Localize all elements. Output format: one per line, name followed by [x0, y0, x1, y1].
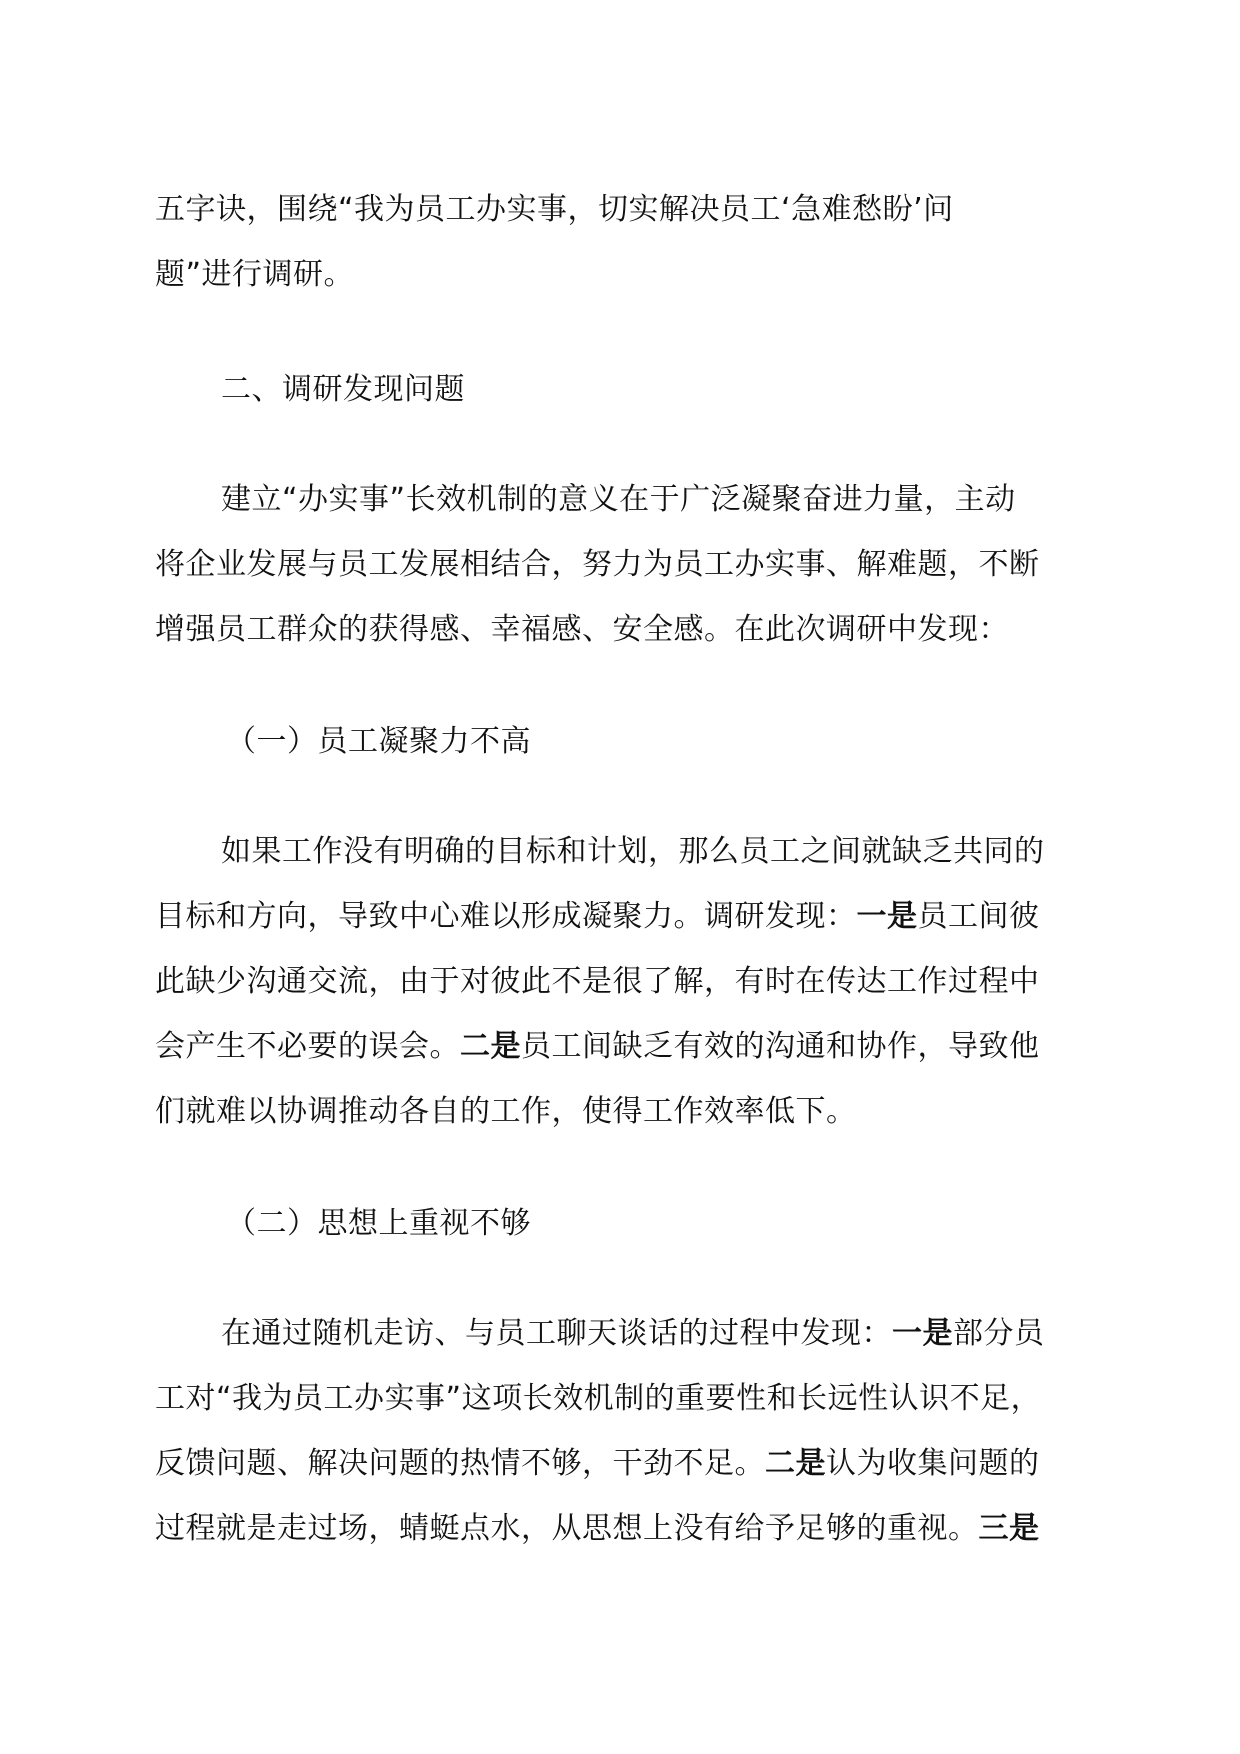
sub-two-line-1-text-a: 在通过随机走访、与员工聊天谈话的过程中发现： — [221, 1316, 892, 1351]
sub-one-line-2-text-a: 目标和方向，导致中心难以形成凝聚力。调研发现： — [155, 899, 857, 934]
sub-one-line-4 — [155, 1027, 1040, 1067]
section-two-line-3: 增强员工群众的获得感、幸福感、安全感。在此次调研中发现： — [155, 612, 1009, 647]
sub-one-heading: （一）员工凝聚力不高 — [226, 724, 531, 759]
sub-two-line-3-text-a: 反馈问题、解决问题的热情不够，干劲不足。 — [155, 1446, 765, 1481]
section-two-line-2: 将企业发展与员工发展相结合，努力为员工办实事、解难题，不断 — [155, 547, 1040, 582]
sub-one-line-3: 此缺少沟通交流，由于对彼此不是很了解，有时在传达工作过程中 — [155, 964, 1040, 999]
sub-one-line-1: 如果工作没有明确的目标和计划，那么员工之间就缺乏共同的 — [221, 834, 1045, 869]
sub-one-line-4-text-a: 会产生不必要的误会。 — [155, 1029, 460, 1064]
sub-two-point-three-label: 三是 — [978, 1511, 1040, 1546]
sub-two-line-3 — [155, 1444, 1040, 1484]
section-two-line-1: 建立“办实事”长效机制的意义在于广泛凝聚奋进力量，主动 — [221, 482, 1016, 517]
sub-one-line-2 — [155, 897, 1040, 937]
sub-two-line-2: 工对“我为员工办实事”这项长效机制的重要性和长远性认识不足， — [155, 1381, 1042, 1416]
intro-line-2: 题”进行调研。 — [155, 257, 355, 292]
sub-two-line-4 — [155, 1509, 1040, 1549]
section-two-heading: 二、调研发现问题 — [221, 372, 465, 407]
sub-one-line-2-text-b: 员工间彼 — [917, 899, 1040, 934]
sub-one-line-4-text-b: 员工间缺乏有效的沟通和协作，导致他 — [521, 1029, 1040, 1064]
sub-two-line-3-text-b: 认为收集问题的 — [826, 1446, 1040, 1481]
sub-one-point-one-label: 一是 — [856, 899, 918, 934]
sub-two-line-1-text-b: 部分员 — [953, 1316, 1045, 1351]
sub-two-line-4-text-a: 过程就是走过场，蜻蜓点水，从思想上没有给予足够的重视。 — [155, 1511, 979, 1546]
sub-one-line-5: 们就难以协调推动各自的工作，使得工作效率低下。 — [155, 1094, 857, 1129]
sub-two-line-1 — [221, 1314, 1045, 1354]
sub-two-heading: （二）思想上重视不够 — [226, 1206, 531, 1241]
intro-line-1: 五字诀，围绕“我为员工办实事，切实解决员工‘急难愁盼’问 — [155, 192, 954, 227]
sub-two-point-one-label: 一是 — [892, 1316, 953, 1351]
sub-one-point-two-label: 二是 — [460, 1029, 521, 1064]
sub-two-point-two-label: 二是 — [765, 1446, 826, 1481]
